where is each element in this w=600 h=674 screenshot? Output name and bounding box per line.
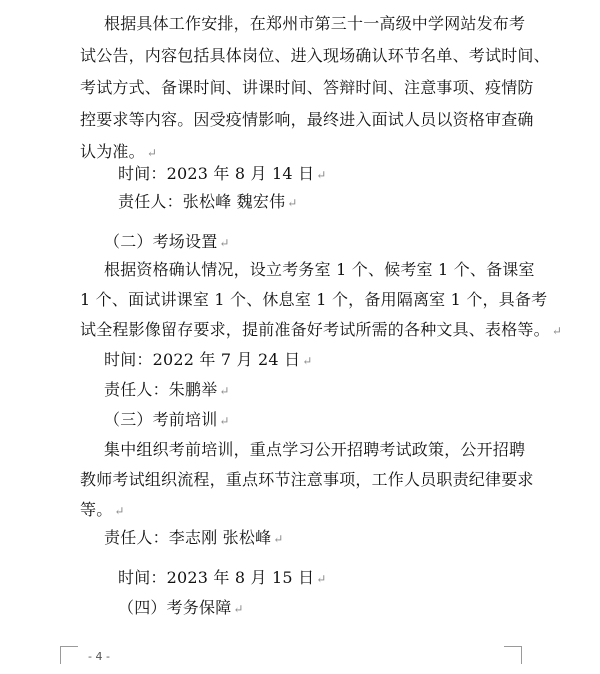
body-line: 1 个、面试讲课室 1 个、休息室 1 个，备用隔离室 1 个，具备考 — [80, 290, 548, 309]
paragraph-mark: ↵ — [273, 532, 284, 546]
paragraph-mark: ↵ — [219, 384, 230, 398]
body-line: 教师考试组织流程，重点环节注意事项，工作人员职责纪律要求 — [80, 470, 534, 489]
time-line: 时间：2022 年 7 月 24 日 ↵ — [104, 350, 313, 369]
paragraph-mark: ↵ — [233, 602, 244, 616]
paragraph-mark: ↵ — [316, 572, 327, 586]
body-line: 根据具体工作安排，在郑州市第三十一高级中学网站发布考 — [104, 14, 526, 33]
responsible-line: 责任人：张松峰 魏宏伟 ↵ — [118, 192, 298, 211]
crop-mark-right-vertical — [521, 646, 522, 664]
section-heading: （三）考前培训 ↵ — [104, 410, 230, 429]
time-line: 时间：2023 年 8 月 14 日 ↵ — [118, 164, 327, 183]
paragraph-mark: ↵ — [146, 146, 158, 160]
body-line: 根据资格确认情况，设立考务室 1 个、候考室 1 个、备课室 — [104, 260, 535, 279]
body-line: 等。 ↵ — [80, 500, 125, 519]
section-heading: （二）考场设置 ↵ — [104, 232, 230, 251]
body-line: 考试方式、备课时间、讲课时间、答辩时间、注意事项、疫情防 — [80, 78, 534, 97]
paragraph-mark: ↵ — [114, 504, 125, 518]
paragraph-mark: ↵ — [219, 236, 230, 250]
body-line: 试全程影像留存要求，提前准备好考试所需的各种文具、表格等。 ↵ — [80, 320, 563, 339]
paragraph-mark: ↵ — [302, 354, 313, 368]
paragraph-mark: ↵ — [219, 414, 230, 428]
body-line: 集中组织考前培训，重点学习公开招聘考试政策，公开招聘 — [104, 440, 526, 459]
body-line: 控要求等内容。因受疫情影响，最终进入面试人员以资格审查确 — [80, 110, 534, 129]
paragraph-mark: ↵ — [316, 168, 327, 182]
section-heading: （四）考务保障 ↵ — [118, 598, 244, 617]
crop-mark-right-horizontal — [504, 646, 522, 647]
time-line: 时间：2023 年 8 月 15 日 ↵ — [118, 568, 327, 587]
paragraph-mark: ↵ — [551, 324, 563, 338]
paragraph-mark: ↵ — [287, 196, 298, 210]
crop-mark-left-horizontal — [60, 646, 78, 647]
page-number: - 4 - — [88, 650, 110, 663]
responsible-line: 责任人：李志刚 张松峰 ↵ — [104, 528, 284, 547]
responsible-line: 责任人：朱鹏举 ↵ — [104, 380, 230, 399]
body-line: 认为准。 ↵ — [80, 142, 158, 161]
body-line: 试公告，内容包括具体岗位、进入现场确认环节名单、考试时间、 — [80, 46, 550, 65]
crop-mark-left-vertical — [60, 646, 61, 664]
